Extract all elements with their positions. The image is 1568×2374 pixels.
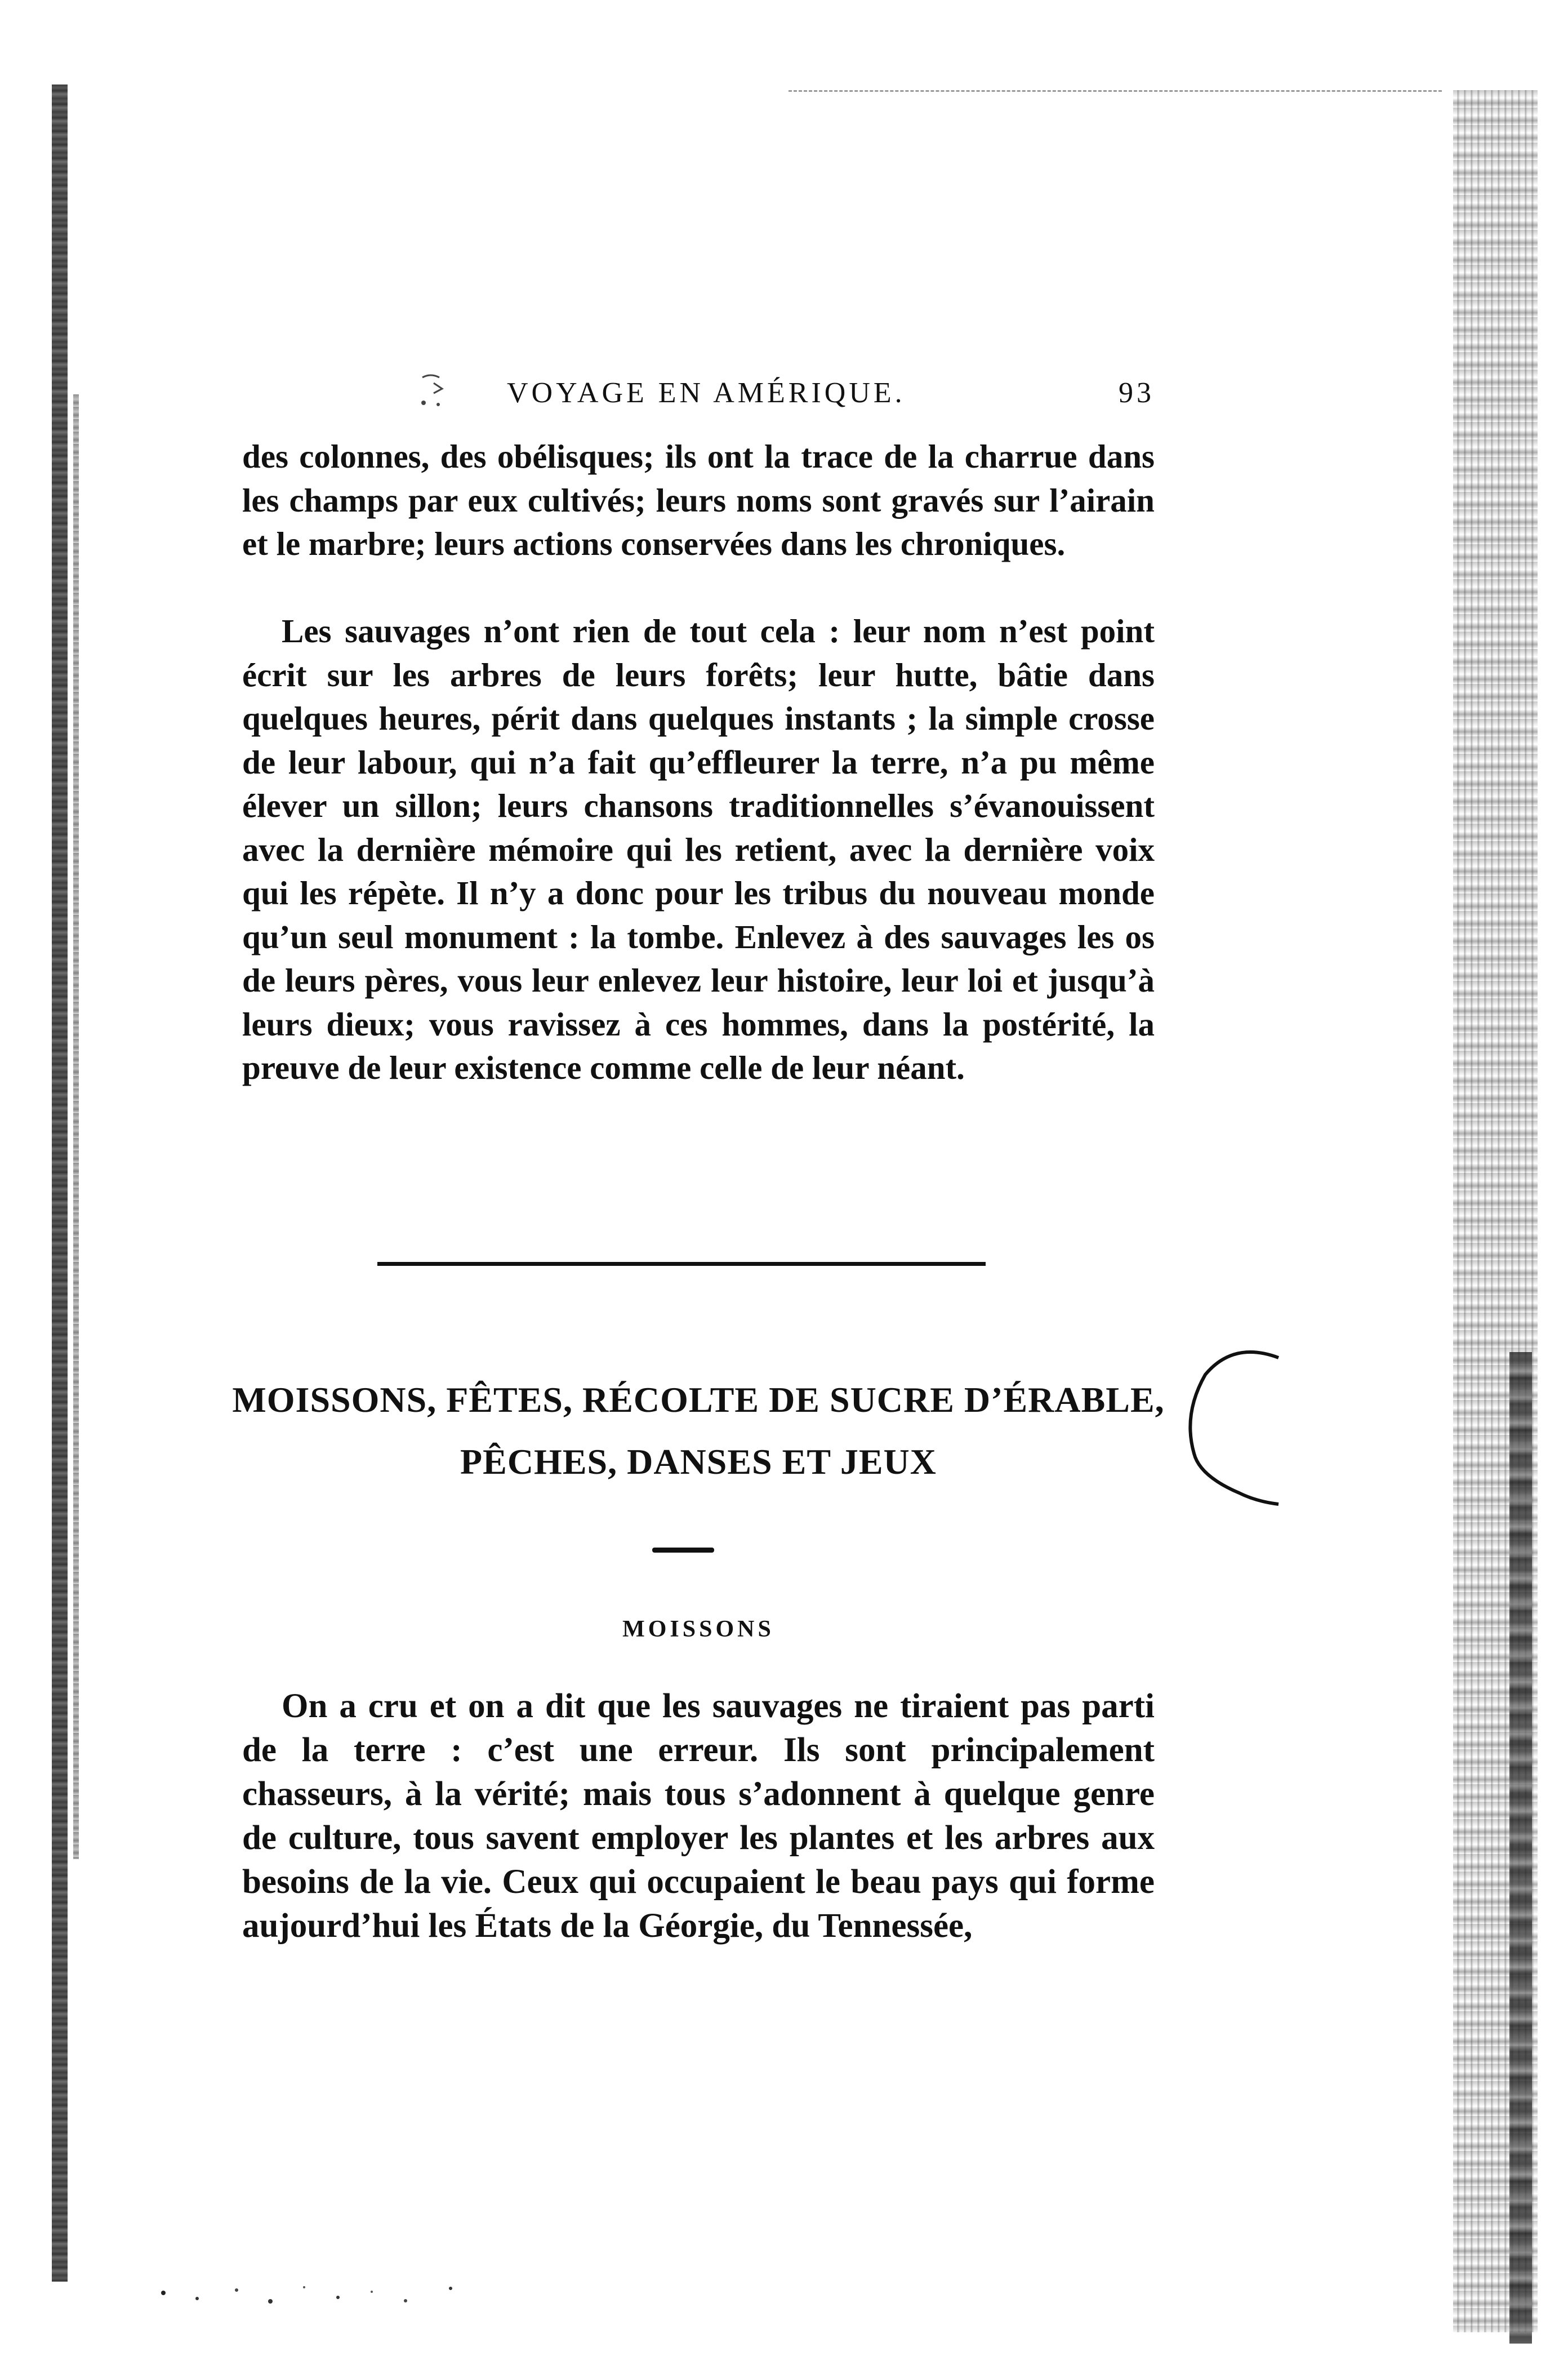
paragraph-1-text: des colonnes, des obélisques; ils ont la trace de la charrue dans les champs par eux cultivés; leurs noms sont gravés sur l’airain et le marbre; leurs actions conservées dans les chroniques. [242,438,1155,562]
running-title: VOYAGE EN AMÉRIQUE. [507,377,906,409]
scan-top-dash [789,90,1442,92]
scan-edge-right-dark [1509,1352,1532,2344]
paragraph-1 [242,435,1155,566]
paragraph-2 [242,610,1155,1090]
scan-specks [158,2276,496,2310]
section-divider-rule [377,1262,986,1266]
section-heading: MOISSONS [622,1616,774,1642]
handwritten-bracket-mark [1155,1341,1290,1521]
page-number: 93 [1119,377,1155,409]
scan-edge-left [52,85,68,2282]
chapter-heading [231,1369,1166,1493]
paragraph-2-text: Les sauvages n’ont rien de tout cela : leur nom n’est point écrit sur les arbres de leurs forêts; leur hutte, bâtie dans quelques heures, périt dans quelques instants ; la simple crosse de leur labour, qui n’a fait qu’effleurer la terre, n’a pu même élever un sillon; leurs chansons traditionnelles s’évanouissent avec la dernière mémoire qui les retient, avec la dernière voix qui les répète. Il n’y a donc pour les tribus du nouveau monde qu’un seul monument : la tombe. Enlevez à des sauvages les os de leurs pères, vous leur enlevez leur histoire, leur loi et jusqu’à leurs dieux; vous ravissez à ces hommes, dans la postérité, la preuve de leur existence comme celle de leur néant. [242,612,1155,1086]
short-dash-rule [652,1548,714,1553]
chapter-heading-line-2: PÊCHES, DANSES ET JEUX [460,1442,937,1482]
paragraph-3 [242,1684,1155,1948]
running-head [242,376,1155,416]
ornament-icon [411,372,451,411]
chapter-heading-line-1: MOISSONS, FÊTES, RÉCOLTE DE SUCRE D’ÉRABLE, [232,1380,1165,1420]
paragraph-3-text: On a cru et on a dit que les sauvages ne tiraient pas parti de la terre : c’est une erreur. Ils sont principalement chasseurs, à la vérité; mais tous s’adonnent à quelque genre de culture, tous savent employer les plantes et les arbres aux besoins de la vie. Ceux qui occupaient le beau pays qui forme aujourd’hui les États de la Géorgie, du Tennessée, [242,1687,1155,1945]
scan-edge-left-shadow [73,394,79,1859]
